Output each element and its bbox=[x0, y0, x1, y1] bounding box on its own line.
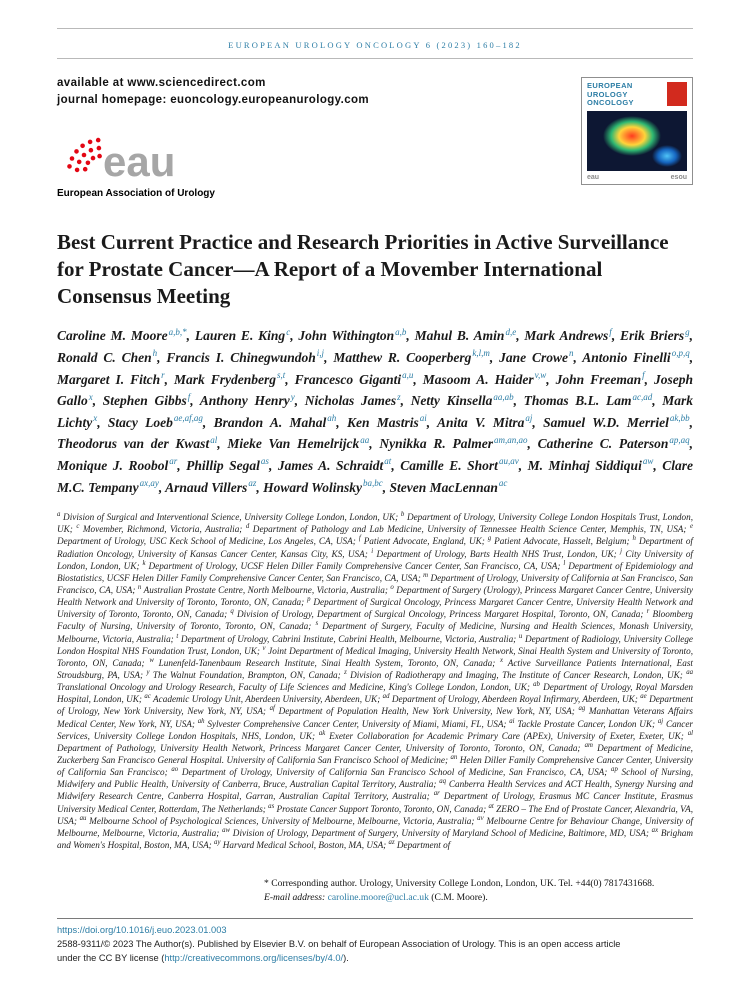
author-name: Nicholas James bbox=[304, 393, 397, 409]
author-name: Arnaud Villers bbox=[165, 479, 248, 495]
author-name: Catherine C. Paterson bbox=[537, 436, 669, 452]
eau-logo-name: European Association of Urology bbox=[57, 187, 215, 199]
author-name: John Withington bbox=[298, 328, 395, 344]
affiliation-sup: k bbox=[142, 559, 146, 567]
affiliation-sup: at bbox=[488, 802, 494, 810]
author bbox=[214, 415, 337, 430]
email-line bbox=[264, 891, 693, 905]
cover-blue-blob bbox=[652, 145, 682, 167]
author bbox=[400, 458, 518, 473]
affiliation-sup: ab bbox=[533, 681, 540, 689]
correspondence-footnote bbox=[264, 877, 693, 906]
author-name: Nynikka R. Palmer bbox=[379, 436, 493, 452]
author-name: Thomas B.L. Lam bbox=[523, 393, 632, 409]
affiliation-sup: x bbox=[500, 656, 504, 664]
affiliation-sup: ai bbox=[509, 717, 515, 725]
cover-heatmap-blob bbox=[603, 116, 661, 156]
author-name: Francis I. Chinegwundoh bbox=[166, 349, 316, 365]
author-name: Jane Crowe bbox=[499, 349, 569, 365]
author-affiliation-sup: at bbox=[384, 456, 392, 467]
affiliation-sup: ao bbox=[171, 766, 179, 774]
cover-journal-title bbox=[587, 82, 634, 108]
author-name: Phillip Segal bbox=[186, 457, 260, 473]
author-affiliation-sup: az bbox=[248, 478, 257, 489]
license-link[interactable]: http://creativecommons.org/licenses/by/4.0/ bbox=[164, 952, 344, 963]
affiliation-sup: h bbox=[632, 535, 636, 543]
author-affiliation-sup: am,an,ao bbox=[493, 434, 528, 445]
affiliation-sup: ar bbox=[433, 790, 440, 798]
author bbox=[556, 372, 645, 387]
affiliation-sup: p bbox=[307, 596, 311, 604]
author-affiliation-sup: x bbox=[88, 391, 93, 402]
author bbox=[57, 328, 187, 343]
author bbox=[174, 372, 285, 387]
author bbox=[411, 393, 514, 408]
author-name: Ken Mastris bbox=[346, 414, 419, 430]
eau-acronym: eau bbox=[103, 137, 176, 182]
author-affiliation-sup: v,w bbox=[534, 370, 547, 381]
author-affiliation-sup: k,l,m bbox=[472, 348, 490, 359]
author-name: Joseph Gallo bbox=[57, 371, 694, 409]
author-affiliation-sup: aa bbox=[360, 434, 370, 445]
affiliation-sup: ap bbox=[611, 766, 618, 774]
author bbox=[103, 393, 190, 408]
author bbox=[415, 328, 517, 343]
author bbox=[347, 415, 427, 430]
author-name: Theodorus van der Kwast bbox=[57, 436, 210, 452]
author-affiliation-sup: a,b bbox=[395, 326, 407, 337]
affiliation-sup: av bbox=[477, 814, 484, 822]
author bbox=[57, 372, 165, 387]
article-title: Best Current Practice and Research Priorities in Active Surveillance for Prostate Cancer—A Report of a Movember International Consensus Meeting bbox=[57, 229, 669, 309]
author-name: Camille E. Short bbox=[400, 457, 498, 473]
cover-title-line2: UROLOGY bbox=[587, 89, 628, 99]
affiliation-sup: n bbox=[137, 583, 142, 591]
author bbox=[389, 480, 507, 495]
affiliation-sup: ag bbox=[578, 705, 586, 713]
author-affiliation-sup: ba,bc bbox=[362, 478, 383, 489]
affiliation-sup: q bbox=[230, 608, 234, 616]
affiliation-sup: af bbox=[269, 705, 275, 713]
affiliation-sup: ax bbox=[651, 826, 659, 834]
affiliation-sup: t bbox=[176, 632, 179, 640]
author-affiliation-sup: a,b,* bbox=[168, 326, 187, 337]
author-name: Lauren E. King bbox=[194, 328, 286, 344]
author-affiliation-sup: ac,ad bbox=[632, 391, 653, 402]
correspondence-line: * Corresponding author. Urology, University College London, London, UK. Tel. +44(0) 7817431668. bbox=[264, 878, 655, 890]
affiliation-sup: f bbox=[358, 535, 361, 543]
author-name: Samuel W.D. Merriel bbox=[543, 414, 669, 430]
author-name: James A. Schraidt bbox=[277, 457, 384, 473]
affiliation-sup: as bbox=[268, 802, 275, 810]
author-name: Monique J. Roobol bbox=[57, 457, 169, 473]
author-name: Anthony Henry bbox=[199, 393, 290, 409]
author-name: Mahul B. Amin bbox=[414, 328, 505, 344]
author-affiliation-sup: ar bbox=[169, 456, 178, 467]
author-name: John Freeman bbox=[555, 371, 642, 387]
author bbox=[165, 480, 256, 495]
affiliation-sup: ah bbox=[197, 717, 205, 725]
author-name: Francesco Giganti bbox=[294, 371, 402, 387]
author bbox=[278, 458, 391, 473]
author bbox=[57, 350, 157, 365]
affiliation-sup: al bbox=[687, 729, 693, 737]
affiliation-sup: o bbox=[390, 583, 394, 591]
author-affiliation-sup: n bbox=[569, 348, 574, 359]
affiliation-sup: ad bbox=[382, 693, 390, 701]
author-list: Caroline M. Moore$^{a,b,*}$, Lauren E. King$^c$, John Withington$^{a,b}$, Mahul B. Amin$^{d,e}$, Mark Andrews$^f$, Erik Briers$^g$, Ronald C. Chen$^h$, Francis I. Chinegwundoh$^{i,j}$, Matthew R. Cooperberg$^{k,l,m}$, Jane Crowe$^n$, Antonio Finelli$^{o,p,q}$, Margaret I. Fitch$^r$, Mark Frydenberg$^{s,t}$, Francesco Giganti$^{a,u}$, Masoom A. Haider$^{v,w}$, John Freeman$^f$, Joseph Gallo$^x$, Stephen Gibbs$^f$, Anthony Henry$^y$, Nicholas James$^z$, Netty Kinsella$^{aa,ab}$, Thomas B.L. Lam$^{ac,ad}$, Mark Lichty$^x$, Stacy Loeb$^{ae,af,ag}$, Brandon A. Mahal$^{ah}$, Ken Mastris$^{ai}$, Anita V. Mitra$^{aj}$, Samuel W.D. Merriel$^{ak,bb}$, Theodorus van der Kwast$^{al}$, Mieke Van Hemelrijck$^{aa}$, Nynikka R. Palmer$^{am,an,ao}$, Catherine C. Paterson$^{ap,aq}$, Monique J. Roobol$^{ar}$, Phillip Segal$^{as}$, James A. Schraidt$^{at}$, Camille E. Short$^{au,av}$, M. Minhaj Siddiqui$^{aw}$, Clare M.C. Tempany$^{ax,ay}$, Arnaud Villers$^{az}$, Howard Wolinsky$^{ba,bc}$, Steven MacLennan$^{ac}$ bbox=[57, 326, 694, 495]
affiliation-sup: az bbox=[388, 838, 395, 846]
author bbox=[543, 415, 690, 430]
author-affiliation-sup: c bbox=[286, 326, 291, 337]
affiliation-sup: j bbox=[620, 547, 622, 555]
journal-banner bbox=[57, 28, 693, 59]
affiliation-sup: an bbox=[450, 753, 458, 761]
affiliation-sup: ac bbox=[144, 693, 151, 701]
author-affiliation-sup: h bbox=[152, 348, 158, 359]
author bbox=[499, 350, 573, 365]
cover-image bbox=[587, 111, 687, 171]
author bbox=[227, 436, 369, 451]
affiliation-sup: aw bbox=[222, 826, 231, 834]
affiliation-sup: d bbox=[245, 523, 250, 531]
affiliations: $^a$ Division of Surgical and Interventional Science, University College London, London, UK; $^b$ Department of Urology, University College London Hospitals Trust, London, UK; $^c$ Movember, Richmond, Victoria, Australia; $^d$ Department of Pathology and Lab Medicine, University of Tennessee Health Science Center, Memphis, TN, USA; $^e$ Department of Urology, USC Keck School of Medicine, Los Angeles, CA, USA; $^f$ Patient Advocate, England, UK; $^g$ Patient Advocate, Hasselt, Belgium; $^h$ Department of Radiation Oncology, University of Kansas Cancer Center, Kansas City, KS, USA; $^i$ Department of Urology, Barts Health NHS Trust, London, UK; $^j$ City University of London, London, UK; $^k$ Department of Urology, UCSF Helen Diller Family Comprehensive Cancer Center, San Francisco, CA, USA; $^l$ Department of Epidemiology and Biostatistics, UCSF Helen Diller Family Comprehensive Cancer Center, San Francisco, CA, USA; $^m$ Department of Urology, University of California at San Francisco, San Francisco, CA, USA; $^n$ Australian Prostate Centre, North Melbourne, Victoria, Australia; $^o$ Department of Surgery (Urology), Princess Margaret Cancer Centre, University Health Network and University of Toronto, Toronto, ON, Canada; $^p$ Department of Surgical Oncology, Princess Margaret Cancer Centre, University Health Network and University of Toronto, Toronto, ON, Canada; $^q$ Division of Urology, Department of Surgical Oncology, Princess Margaret Hospital, Toronto, ON, Canada; $^r$ Bloomberg Faculty of Nursing, University of Toronto, Toronto, ON, Canada; $^s$ Department of Surgery, Faculty of Medicine, Nursing and Health Sciences, Monash University, Melbourne, Victoria, Australia; $^t$ Department of Urology, Cabrini Institute, Cabrini Health, Melbourne, Victoria, Australia; $^u$ Department of Radiology, University College London Hospital NHS Foundation Trust, London, UK; $^v$ Joint Department of Medical Imaging, University Health Network, Sinai Health System and University of Toronto, Toronto, ON, Canada; $^w$ Lunenfeld-Tanenbaum Research Institute, Sinai Health System, Toronto, ON, Canada; $^x$ Active Surveillance Patients International, East Stroudsburg, PA, USA; $^y$ The Walnut Foundation, Brampton, ON, Canada; $^z$ Division of Radiotherapy and Imaging, The Institute of Cancer Research, London, UK; $^{aa}$ Translational Oncology and Urology Research, Faculty of Life Sciences and Medicine, King's College London, London, UK; $^{ab}$ Department of Urology, Royal Marsden Hospital, London, UK; $^{ac}$ Academic Urology Unit, Aberdeen University, Aberdeen, UK; $^{ad}$ Department of Urology, Aberdeen Royal Infirmary, Aberdeen, UK; $^{ae}$ Department of Urology, New York University, New York, NY, USA; $^{af}$ Department of Population Health, New York University, New York, NY, USA; $^{ag}$ Manhattan Veterans Affairs Medical Center, New York, NY, USA; $^{ah}$ Sylvester Comprehensive Cancer Center, University of Miami, Miami, FL, USA; $^{ai}$ Tackle Prostate Cancer, London UK; $^{aj}$ Cancer Services, University College London Hospitals, NHS, London, UK; $^{ak}$ Exeter Collaboration for Academic Primary Care (APEx), University of Exeter, Exeter, UK; $^{al}$ Department of Pathology, University Health Network, Princess Margaret Cancer Center, University of Toronto, Toronto, ON, Canada; $^{am}$ Department of Medicine, Zuckerberg San Francisco General Hospital. University of California San Francisco School of Medicine; $^{an}$ Helen Diller Family Comprehensive Cancer Center, University of California San Francisco; $^{ao}$ Department of Urology, University of California San Francisco School of Medicine, San Francisco, CA, USA; $^{ap}$ School of Nursing, Midwifery and Public Health, University of Canberra, Bruce, Australian Capital Territory, Australia; $^{aq}$ Canberra Health Services and ACT Health, Synergy Nursing and Midwifery Research Centre, Canberra Hospital, Garran, Australian Capital Territory, Australia; $^{ar}$ Department of Urology, Erasmus MC Cancer Institute, Erasmus University Medical Center, Rotterdam, The Netherlands; $^{as}$ Prostate Cancer Support Toronto, Toronto, ON, Canada; $^{at}$ ZERO – The End of Prostate Cancer, Alexandria, VA, USA; $^{au}$ Melbourne School of Psychological Sciences, University of Melbourne, Melbourne, Victoria, Australia; $^{av}$ Melbourne Centre for Behaviour Change, University of Melbourne, Melbourne, Victoria, Australia; $^{aw}$ Division of Urology, Department of Surgery, University of Maryland School of Medicine, Baltimore, MD, USA; $^{ax}$ Brigham and Women's Hospital, Boston, MA, USA; $^{ay}$ Harvard Medical School, Boston, MA, USA; $^{az}$ Department of bbox=[57, 511, 694, 850]
eau-logo bbox=[57, 128, 369, 199]
email-link[interactable]: caroline.moore@ucl.ac.uk bbox=[327, 892, 429, 904]
author-name: Stephen Gibbs bbox=[102, 393, 187, 409]
email-suffix: (C.M. Moore). bbox=[428, 892, 488, 904]
cover-title-line3: ONCOLOGY bbox=[587, 98, 634, 108]
affiliation-sup: ak bbox=[318, 729, 326, 737]
author-name: Masoom A. Haider bbox=[422, 371, 534, 387]
author bbox=[538, 436, 690, 451]
author bbox=[108, 415, 203, 430]
author-affiliation-sup: aa,ab bbox=[493, 391, 514, 402]
available-at-line: available at www.sciencedirect.com bbox=[57, 77, 266, 89]
affiliation-sup: m bbox=[423, 571, 429, 579]
journal-homepage-line: journal homepage: euoncology.europeanurology.com bbox=[57, 94, 370, 107]
author-affiliation-sup: ac bbox=[498, 478, 508, 489]
author-affiliation-sup: i,j bbox=[316, 348, 325, 359]
author-name: Anita V. Mitra bbox=[436, 414, 525, 430]
author-affiliation-sup: r bbox=[161, 370, 165, 381]
affiliation-sup: am bbox=[584, 741, 593, 749]
cover-top bbox=[587, 82, 687, 108]
cover-issue-badge bbox=[667, 82, 687, 106]
affiliation-sup: g bbox=[487, 535, 492, 543]
author bbox=[305, 393, 401, 408]
availability-block bbox=[57, 75, 369, 110]
author bbox=[57, 436, 217, 451]
author-name: Stacy Loeb bbox=[107, 414, 173, 430]
cover-title-line1: EUROPEAN bbox=[587, 81, 633, 90]
affiliation-sup: y bbox=[146, 668, 150, 676]
author-affiliation-sup: ai bbox=[419, 413, 427, 424]
eau-logo-icon bbox=[57, 128, 217, 182]
author-affiliation-sup: al bbox=[210, 434, 218, 445]
affiliation-sup: i bbox=[371, 547, 374, 555]
author-affiliation-sup: ax,ay bbox=[139, 478, 159, 489]
author bbox=[195, 328, 290, 343]
author bbox=[200, 393, 295, 408]
author-affiliation-sup: a,u bbox=[402, 370, 414, 381]
author-affiliation-sup: ap,aq bbox=[669, 434, 690, 445]
affiliation-sup: z bbox=[344, 668, 347, 676]
copyright-line-2 bbox=[57, 952, 693, 965]
author-name: Mark Frydenberg bbox=[174, 371, 277, 387]
author bbox=[57, 458, 177, 473]
affiliation-sup: l bbox=[563, 559, 566, 567]
author bbox=[528, 458, 654, 473]
author-name: Ronald C. Chen bbox=[57, 349, 152, 365]
author-affiliation-sup: f bbox=[187, 391, 191, 402]
affiliation-sup: r bbox=[646, 608, 650, 616]
author-affiliation-sup: d,e bbox=[505, 326, 517, 337]
author-name: Mark Lichty bbox=[57, 393, 693, 430]
author bbox=[186, 458, 269, 473]
affiliation-sup: aj bbox=[657, 717, 664, 725]
cover-esou-logo: esou bbox=[670, 174, 687, 181]
author-name: Brandon A. Mahal bbox=[213, 414, 327, 430]
affiliation-sup: ae bbox=[640, 693, 647, 701]
author-name: Margaret I. Fitch bbox=[57, 371, 161, 387]
author-name: Mieke Van Hemelrijck bbox=[227, 436, 360, 452]
author-affiliation-sup: au,av bbox=[498, 456, 519, 467]
author-name: Caroline M. Moore bbox=[57, 328, 168, 344]
author-affiliation-sup: y bbox=[290, 391, 295, 402]
author-name: Howard Wolinsky bbox=[263, 479, 362, 495]
affiliation-sup: au bbox=[79, 814, 87, 822]
author bbox=[379, 436, 527, 451]
author-affiliation-sup: ak,bb bbox=[669, 413, 690, 424]
author bbox=[582, 350, 689, 365]
header-left bbox=[57, 75, 369, 199]
author-affiliation-sup: aj bbox=[525, 413, 533, 424]
author bbox=[298, 328, 406, 343]
author bbox=[295, 372, 414, 387]
author-name: Mark Andrews bbox=[524, 328, 609, 344]
author-name: Erik Briers bbox=[620, 328, 685, 344]
affiliation-sup: u bbox=[518, 632, 523, 640]
author bbox=[333, 350, 490, 365]
author bbox=[437, 415, 532, 430]
affiliation-sup: a bbox=[57, 511, 61, 519]
author bbox=[166, 350, 324, 365]
affiliation-sup: v bbox=[262, 644, 266, 652]
affiliation-sup: aa bbox=[686, 668, 693, 676]
author-name: Matthew R. Cooperberg bbox=[333, 349, 472, 365]
author bbox=[423, 372, 546, 387]
journal-cover-thumbnail bbox=[581, 77, 693, 185]
doi-link[interactable]: https://doi.org/10.1016/j.euo.2023.01.003 bbox=[57, 924, 227, 935]
author-affiliation-sup: as bbox=[260, 456, 269, 467]
affiliation-sup: s bbox=[315, 620, 319, 628]
cover-eau-logo: eau bbox=[587, 174, 600, 181]
author-affiliation-sup: aw bbox=[642, 456, 654, 467]
author bbox=[524, 328, 611, 343]
author-affiliation-sup: ae,af,ag bbox=[173, 413, 203, 424]
affiliation-sup: w bbox=[149, 656, 154, 664]
author-name: M. Minhaj Siddiqui bbox=[527, 457, 642, 473]
footer bbox=[57, 918, 693, 965]
author-affiliation-sup: o,p,q bbox=[671, 348, 690, 359]
author bbox=[524, 393, 653, 408]
affiliation-sup: aq bbox=[439, 778, 447, 786]
author-name: Antonio Finelli bbox=[582, 349, 671, 365]
affiliation-sup: ay bbox=[214, 838, 221, 846]
affiliation-sup: b bbox=[400, 511, 405, 519]
copyright-line-1: 2588-9311/© 2023 The Author(s). Published by Elsevier B.V. on behalf of European Association of Urology. This is an open access article bbox=[57, 939, 621, 950]
author-affiliation-sup: s,t bbox=[277, 370, 286, 381]
author-affiliation-sup: z bbox=[397, 391, 401, 402]
author-affiliation-sup: ah bbox=[327, 413, 337, 424]
cover-footer bbox=[587, 174, 687, 181]
license-prefix: under the CC BY license ( bbox=[57, 952, 165, 963]
email-label: E-mail address: bbox=[264, 892, 328, 904]
affiliation-sup: e bbox=[689, 523, 694, 531]
journal-banner-text: EUROPEAN UROLOGY ONCOLOGY 6 (2023) 160–182 bbox=[228, 40, 522, 50]
author-name: Steven MacLennan bbox=[389, 479, 498, 495]
author-affiliation-sup: g bbox=[685, 326, 690, 337]
header-row bbox=[57, 75, 693, 199]
author-affiliation-sup: f bbox=[642, 370, 645, 381]
author-affiliation-sup: f bbox=[609, 326, 612, 337]
author-name: Clare M.C. Tempany bbox=[57, 457, 694, 495]
author-affiliation-sup: x bbox=[93, 413, 98, 424]
author bbox=[620, 328, 690, 343]
author bbox=[263, 480, 383, 495]
license-suffix: ). bbox=[343, 952, 349, 963]
affiliation-sup: c bbox=[76, 523, 80, 531]
author-name: Netty Kinsella bbox=[410, 393, 493, 409]
